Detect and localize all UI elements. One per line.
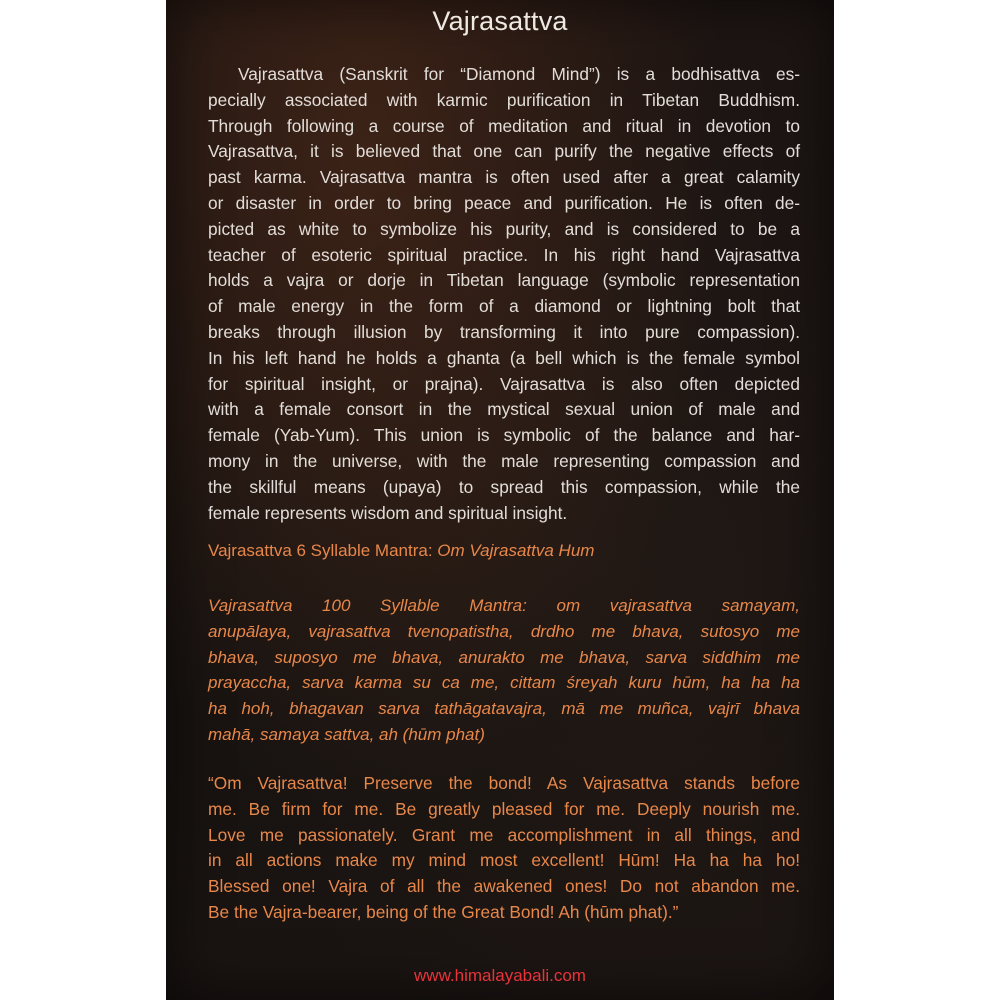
description-line: for spiritual insight, or prajna). Vajrasattva is also often depicted [208, 373, 800, 394]
description-line: pecially associated with karmic purification in Tibetan Buddhism. [208, 89, 800, 110]
description-line: of male energy in the form of a diamond or lightning bolt that [208, 296, 800, 317]
translation-line: in all actions make my mind most excellent! Hūm! Ha ha ha ho! [208, 850, 800, 871]
six-syllable-mantra [208, 541, 800, 561]
six-syllable-mantra-text: Om Vajrasattva Hum [437, 541, 595, 560]
translation-line: me. Be firm for me. Be greatly pleased for me. Deeply nourish me. [208, 798, 800, 819]
mantra-line: Vajrasattva 100 Syllable Mantra: om vajrasattva samayam, [208, 596, 800, 615]
mantra-translation [208, 771, 800, 926]
translation-line: Blessed one! Vajra of all the awakened ones! Do not abandon me. [208, 876, 800, 897]
description-paragraph [208, 62, 800, 526]
translation-line: “Om Vajrasattva! Preserve the bond! As Vajrasattva stands before [208, 773, 800, 793]
description-line: picted as white to symbolize his purity, and is considered to be a [208, 218, 800, 239]
description-line: Vajrasattva, it is believed that one can purify the negative effects of [208, 141, 800, 162]
description-line: female represents wisdom and spiritual insight. [208, 502, 568, 523]
page-title: Vajrasattva [432, 6, 568, 36]
description-line: the skillful means (upaya) to spread this compassion, while the [208, 476, 800, 497]
hundred-syllable-mantra [208, 593, 800, 748]
six-syllable-mantra-label: Vajrasattva 6 Syllable Mantra: [208, 541, 438, 560]
description-line: teacher of esoteric spiritual practice. In his right hand Vajrasattva [208, 244, 800, 265]
website-link[interactable]: www.himalayabali.com [414, 966, 586, 985]
mantra-line: ha hoh, bhagavan sarva tathāgatavajra, mā me muñca, vajrī bhava [208, 699, 800, 719]
mantra-line: bhava, suposyo me bhava, anurakto me bhava, sarva siddhim me [208, 647, 800, 667]
mantra-line: prayaccha, sarva karma su ca me, cittam śreyah kuru hūm, ha ha ha [208, 673, 800, 693]
translation-line: Love me passionately. Grant me accomplishment in all things, and [208, 824, 800, 845]
mantra-line: anupālaya, vajrasattva tvenopatistha, drdho me bhava, sutosyo me [208, 621, 800, 641]
description-line: In his left hand he holds a ghanta (a bell which is the female symbol [208, 347, 800, 368]
description-line: Vajrasattva (Sanskrit for “Diamond Mind”) is a bodhisattva es- [238, 64, 800, 84]
description-line: mony in the universe, with the male representing compassion and [208, 450, 800, 471]
description-line: or disaster in order to bring peace and purification. He is often de- [208, 192, 800, 213]
translation-line: Be the Vajra-bearer, being of the Great Bond! Ah (hūm phat).” [208, 901, 679, 922]
description-line: past karma. Vajrasattva mantra is often used after a great calamity [208, 167, 800, 188]
description-line: with a female consort in the mystical sexual union of male and [208, 399, 800, 420]
description-line: breaks through illusion by transforming it into pure compassion). [208, 321, 800, 342]
description-line: holds a vajra or dorje in Tibetan language (symbolic representation [208, 270, 800, 291]
description-line: Through following a course of meditation and ritual in devotion to [208, 115, 800, 136]
mantra-line: mahā, samaya sattva, ah (hūm phat) [208, 724, 485, 744]
description-line: female (Yab-Yum). This union is symbolic of the balance and har- [208, 425, 800, 446]
info-card [166, 0, 834, 1000]
